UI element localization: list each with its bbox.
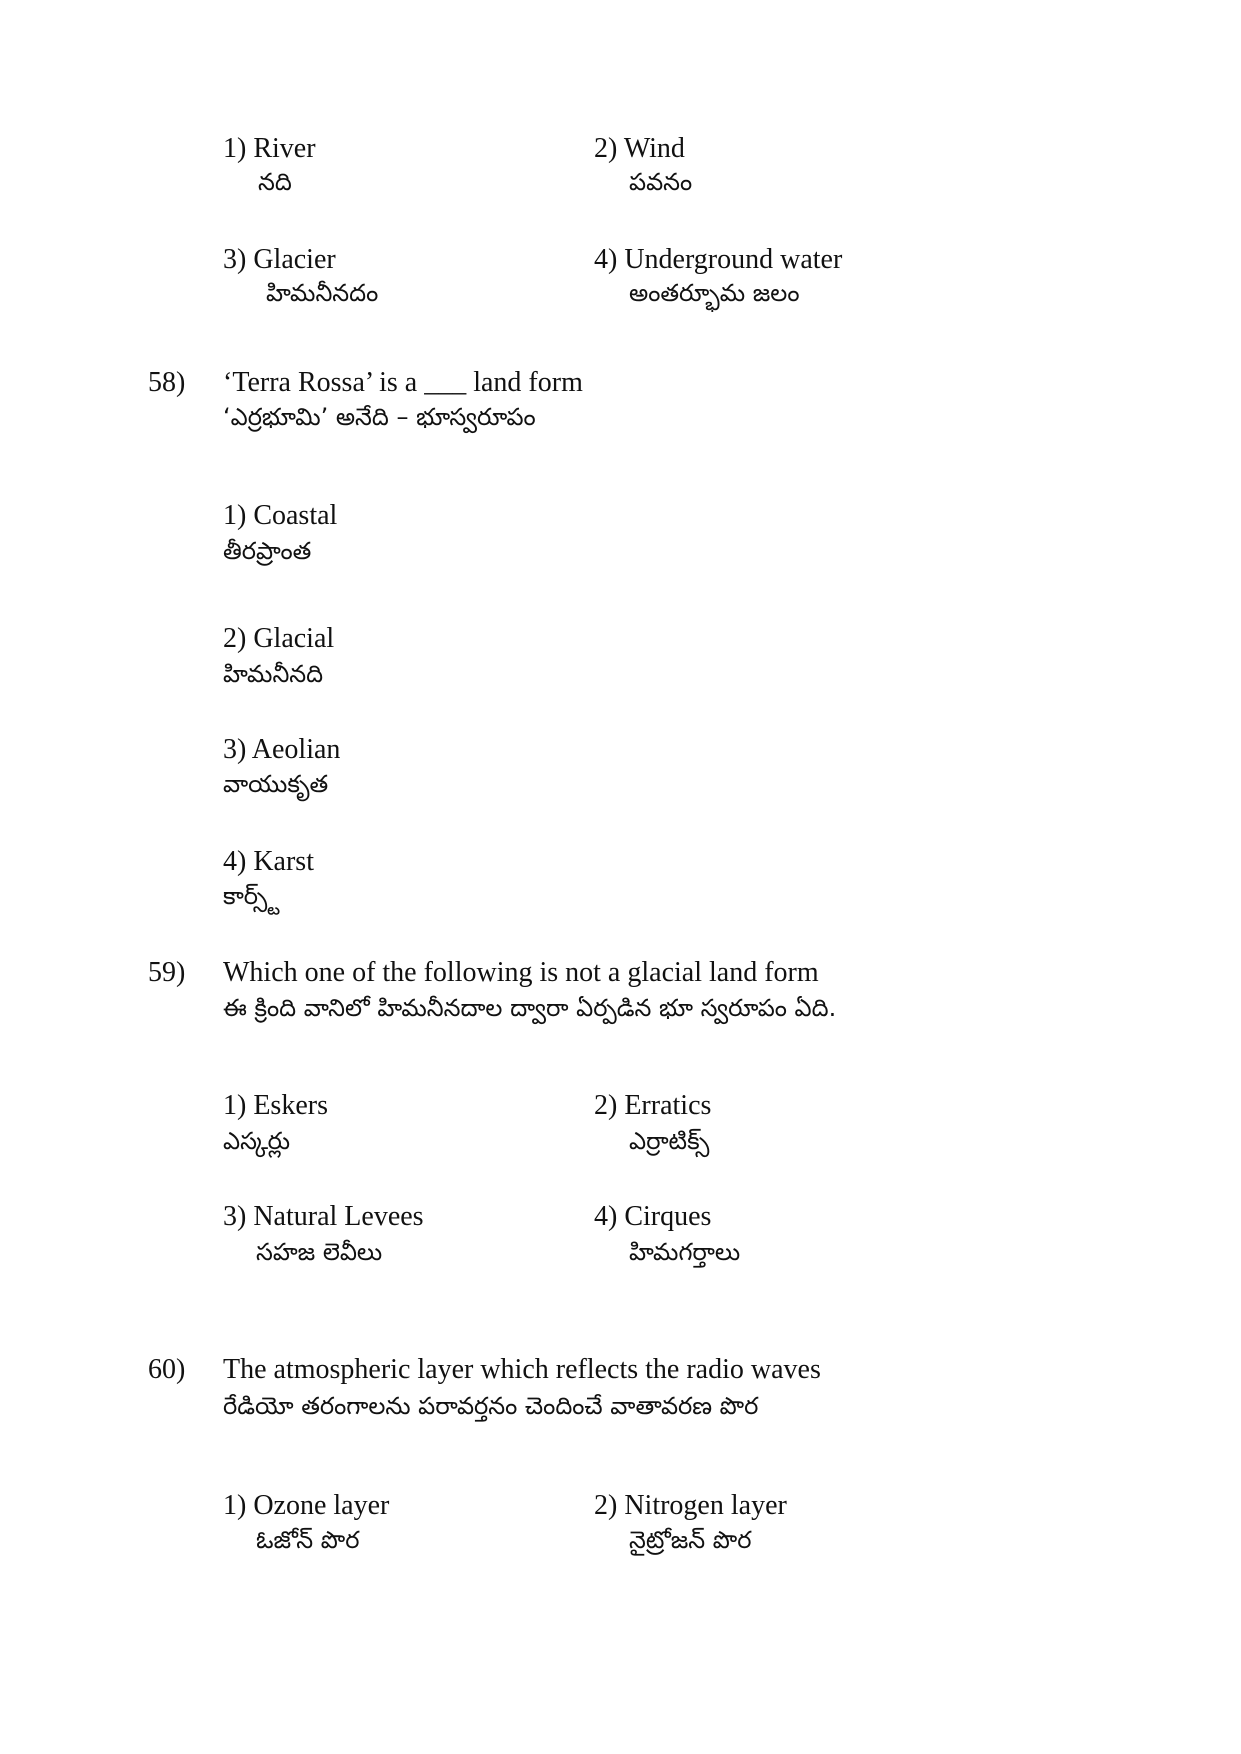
- question-58-text-en: ‘Terra Rossa’ is a ___ land form: [223, 367, 583, 398]
- option-59-4-en: 4) Cirques: [594, 1201, 712, 1232]
- option-60-1-en: 1) Ozone layer: [223, 1490, 390, 1521]
- option-57-4-en: 4) Underground water: [594, 244, 843, 275]
- question-59-text-en: Which one of the following is not a glacial land form: [223, 957, 819, 988]
- option-58-2-en: 2) Glacial: [223, 623, 335, 654]
- option-59-3-te: సహజ లెవీలు: [256, 1238, 383, 1266]
- question-58-number: 58): [148, 367, 186, 398]
- option-57-2-te: పవనం: [629, 168, 693, 196]
- option-58-1-en: 1) Coastal: [223, 500, 338, 531]
- option-59-3-en: 3) Natural Levees: [223, 1201, 424, 1232]
- question-60-number: 60): [148, 1354, 186, 1385]
- question-59-text-te: ఈ క్రింది వానిలో హిమనీనదాల ద్వారా ఏర్పడిన భూ స్వరూపం ఏది.: [223, 994, 837, 1022]
- option-59-2-te: ఎర్రాటిక్స్: [629, 1127, 710, 1155]
- option-58-3-te: వాయుకృత: [223, 770, 329, 798]
- option-57-3-en: 3) Glacier: [223, 244, 336, 275]
- option-57-3-te: హిమనీనదం: [266, 279, 379, 307]
- option-60-2-te: నైట్రోజన్ పొర: [629, 1526, 752, 1554]
- option-60-2-en: 2) Nitrogen layer: [594, 1490, 787, 1521]
- option-57-2-en: 2) Wind: [594, 133, 685, 164]
- option-58-3-en: 3) Aeolian: [223, 734, 341, 765]
- question-60-text-en: The atmospheric layer which reflects the radio waves: [223, 1354, 821, 1385]
- option-57-1-te: నది: [258, 168, 292, 196]
- option-57-4-te: అంతర్భూమ జలం: [629, 279, 800, 307]
- option-58-4-en: 4) Karst: [223, 846, 314, 877]
- question-58-text-te: ‘ఎర్రభూమి’ అనేది – భూస్వరూపం: [223, 403, 536, 431]
- option-59-4-te: హిమగర్తాలు: [629, 1238, 741, 1266]
- question-59-number: 59): [148, 957, 186, 988]
- option-58-4-te: కార్స్ట్: [223, 882, 280, 910]
- option-57-1-en: 1) River: [223, 133, 316, 164]
- option-59-1-en: 1) Eskers: [223, 1090, 328, 1121]
- option-59-1-te: ఎస్కర్లు: [223, 1127, 291, 1155]
- option-60-1-te: ఓజోన్ పొర: [256, 1526, 360, 1554]
- option-58-1-te: తీరప్రాంత: [223, 537, 312, 565]
- option-59-2-en: 2) Erratics: [594, 1090, 712, 1121]
- option-58-2-te: హిమనీనది: [223, 660, 324, 688]
- question-60-text-te: రేడియో తరంగాలను పరావర్తనం చెందించే వాతావరణ పొర: [223, 1392, 759, 1420]
